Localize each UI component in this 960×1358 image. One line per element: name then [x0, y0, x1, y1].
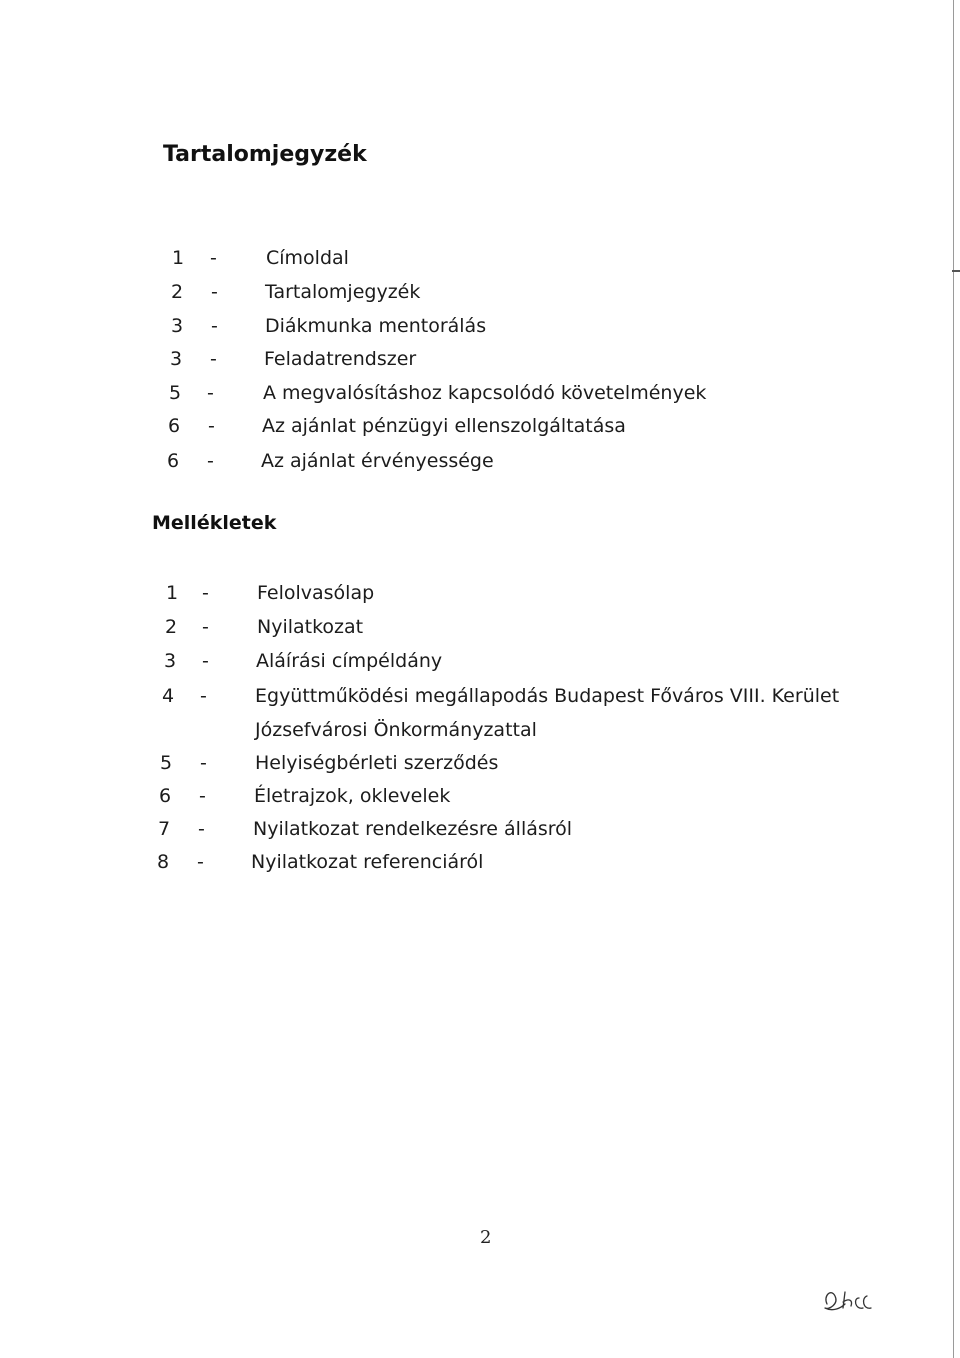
- toc-item-text: Az ajánlat pénzügyi ellenszolgáltatása: [262, 415, 626, 437]
- toc-item-text: A megvalósításhoz kapcsolódó követelmények: [263, 382, 707, 404]
- attachment-item-text: Nyilatkozat referenciáról: [251, 851, 484, 873]
- toc-title: Tartalomjegyzék: [163, 142, 367, 167]
- attachment-item-dash: -: [200, 752, 207, 774]
- toc-item-text: Tartalomjegyzék: [265, 281, 421, 303]
- attachment-item-dash: -: [202, 616, 209, 638]
- attachment-item-number: 4: [162, 685, 175, 707]
- attachment-item-dash: -: [202, 582, 209, 604]
- toc-item-dash: -: [211, 281, 218, 303]
- toc-item-number: 2: [171, 281, 184, 303]
- edge-mark: [952, 270, 960, 272]
- attachments-title: Mellékletek: [152, 512, 277, 534]
- toc-item-number: 5: [169, 382, 182, 404]
- attachment-item-text: Együttműködési megállapodás Budapest Főváros VIII. Kerület: [255, 685, 840, 707]
- toc-item-number: 6: [168, 415, 181, 437]
- toc-item-dash: -: [210, 348, 217, 370]
- toc-item-dash: -: [207, 450, 214, 472]
- attachment-item-text: Nyilatkozat rendelkezésre állásról: [253, 818, 573, 840]
- toc-item-text: Az ajánlat érvényessége: [261, 450, 494, 472]
- toc-item-number: 3: [171, 315, 184, 337]
- toc-item-text: Feladatrendszer: [264, 348, 417, 370]
- toc-item-number: 1: [172, 247, 185, 269]
- attachment-item-number: 3: [164, 650, 177, 672]
- toc-item-dash: -: [211, 315, 218, 337]
- attachment-item-number: 7: [158, 818, 171, 840]
- page-number: 2: [480, 1227, 492, 1248]
- toc-item-dash: -: [208, 415, 215, 437]
- attachment-item-text: Helyiségbérleti szerződés: [255, 752, 499, 774]
- attachment-item-text: Nyilatkozat: [257, 616, 364, 638]
- attachment-item-number: 6: [159, 785, 172, 807]
- toc-item-dash: -: [210, 247, 217, 269]
- toc-item-number: 6: [167, 450, 180, 472]
- attachment-item-number: 5: [160, 752, 173, 774]
- attachment-item-dash: -: [198, 818, 205, 840]
- attachment-item-number: 8: [157, 851, 170, 873]
- attachment-item-text: Józsefvárosi Önkormányzattal: [255, 719, 537, 741]
- attachment-item-number: 2: [165, 616, 178, 638]
- attachment-item-number: 1: [166, 582, 179, 604]
- handwritten-initials-signature: [815, 1278, 895, 1318]
- attachment-item-dash: -: [199, 785, 206, 807]
- page-edge-line: [953, 0, 954, 1358]
- attachment-item-text: Felolvasólap: [257, 582, 375, 604]
- attachment-item-text: Életrajzok, oklevelek: [254, 785, 451, 807]
- attachment-item-dash: -: [197, 851, 204, 873]
- toc-item-text: Címoldal: [266, 247, 349, 269]
- attachment-item-dash: -: [200, 685, 207, 707]
- attachment-item-dash: -: [202, 650, 209, 672]
- attachment-item-text: Aláírási címpéldány: [256, 650, 443, 672]
- toc-item-number: 3: [170, 348, 183, 370]
- toc-item-dash: -: [207, 382, 214, 404]
- toc-item-text: Diákmunka mentorálás: [265, 315, 487, 337]
